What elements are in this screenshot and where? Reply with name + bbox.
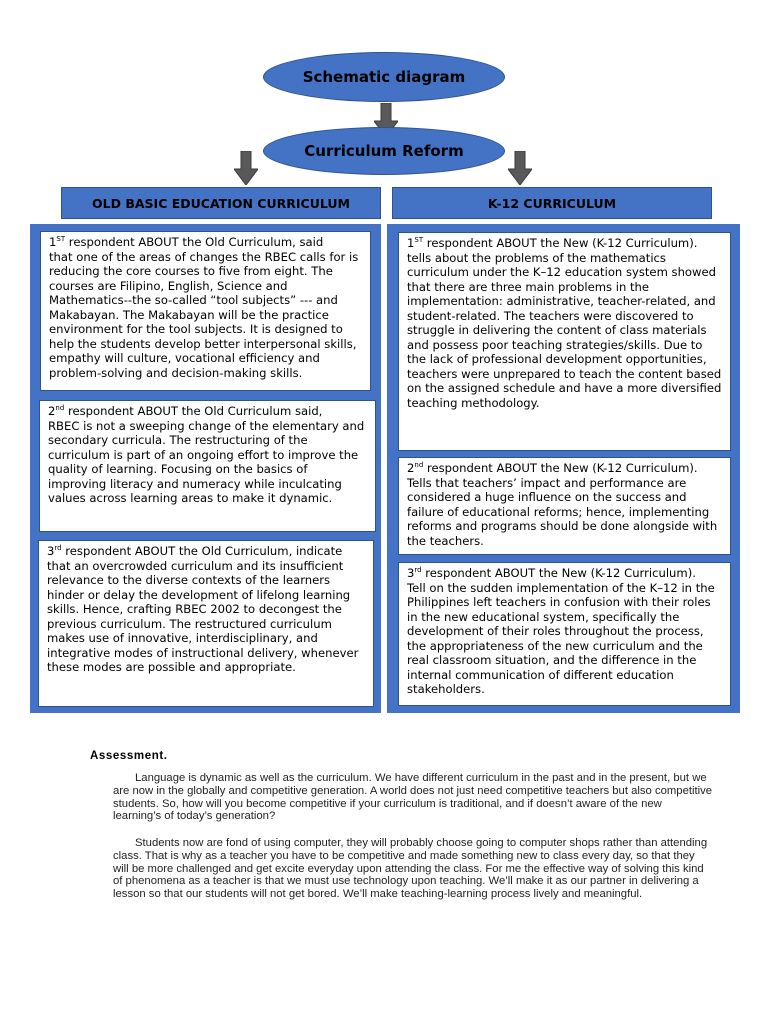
center-title: Curriculum Reform: [304, 142, 464, 160]
down-arrow-icon: [234, 151, 258, 185]
k12-curriculum-header: [392, 187, 712, 219]
title-oval: [263, 52, 505, 102]
old-respondent-2-card: [39, 400, 376, 532]
card-lead: 1ST respondent ABOUT the Old Curriculum, said: [49, 235, 324, 249]
card-lead: 3rd respondent ABOUT the Old Curriculum, indicate: [47, 544, 343, 558]
k12-respondent-1-card: [398, 232, 731, 451]
card-body: that one of the areas of changes the RBEC calls for is reducing the core courses to five from eight. The courses are Filipino, English, Science and Mathematics--the so-called “tool subjects” --- and Makabayan. The Makabayan will be the practice environment for the tool subjects. It is designed to help the students develop better interpersonal skills, empathy will culture, vocational efficiency and problem-solving and decision-making skills.: [49, 249, 359, 380]
card-body: Tell on the sudden implementation of the K–12 in the Philippines left teachers in confusion with their roles in the new educational system, specifically the development of their roles throughout the process, the appropriateness of the new curriculum and the real classroom situation, and the difference in the internal communication of different education stakeholders.: [407, 580, 715, 696]
old-curriculum-header-label: OLD BASIC EDUCATION CURRICULUM: [92, 195, 350, 211]
old-respondent-3-card: [38, 540, 374, 707]
assessment-paragraph: Language is dynamic as well as the curriculum. We have different curriculum in the past and in the present, but we are now in the globally and competitive generation. A world does not just need competitive teachers but also competitive students. So, how will you become competitive if your curriculum is traditional, and if doesn’t aware of the new learning’s of today’s generation?: [113, 772, 713, 823]
k12-curriculum-header-label: K-12 CURRICULUM: [487, 195, 617, 211]
old-respondent-1-card: [40, 231, 371, 391]
card-body: tells about the problems of the mathematics curriculum under the K–12 education system showed that there are three main problems in the implementation: administrative, teacher-related, and student-related. The teachers were discovered to struggle in delivering the content of class materials and possess poor teaching strategies/skills. Due to the lack of professional development opportunities, teachers were unprepared to teach the content based on the assigned schedule and have a more diversified teaching methodology.: [407, 250, 722, 410]
card-lead: 1ST respondent ABOUT the New (K-12 Curriculum).: [407, 236, 698, 250]
card-body: RBEC is not a sweeping change of the elementary and secondary curricula. The restructuring of the curriculum is part of an ongoing effort to improve the quality of learning. Focusing on the basics of improving literacy and numeracy while inculcating values across learning areas to make it dynamic.: [48, 418, 365, 505]
down-arrow-icon: [508, 151, 532, 185]
k12-respondent-3-card: [398, 562, 731, 706]
center-oval: [263, 127, 505, 175]
assessment-paragraph: Students now are fond of using computer, they will probably choose going to computer shops rather than attending class. That is why as a teacher you have to be competitive and made something new to class every day, so that they will be more challenged and get excite everyday upon attending the class. For me the effective way of solving this kind of phenomena as a teacher is that we must use technology upon teaching. We’ll make it as our partner in delivering a lesson so that our students will not get bored. We’ll make teaching-learning process lively and meaningful.: [113, 837, 708, 901]
card-lead: 3rd respondent ABOUT the New (K-12 Curriculum).: [407, 566, 696, 580]
assessment-heading: Assessment.: [90, 750, 168, 762]
card-body: Tells that teachers’ impact and performance are considered a huge influence on the success and failure of educational reforms; hence, implementing reforms and programs should be done alongside with the teachers.: [407, 475, 718, 548]
card-lead: 2nd respondent ABOUT the New (K-12 Curriculum).: [407, 461, 698, 475]
card-body: that an overcrowded curriculum and its insufficient relevance to the diverse contexts of the learners hinder or delay the development of lifelong learning skills. Hence, crafting RBEC 2002 to decongest the previous curriculum. The restructured curriculum makes use of innovative, interdisciplinary, and integrative modes of instructional delivery, whenever these modes are possible and appropriate.: [47, 558, 359, 674]
card-lead: 2nd respondent ABOUT the Old Curriculum said,: [48, 404, 323, 418]
k12-respondent-2-card: [398, 457, 731, 555]
old-curriculum-header: [61, 187, 381, 219]
diagram-title: Schematic diagram: [302, 68, 466, 86]
